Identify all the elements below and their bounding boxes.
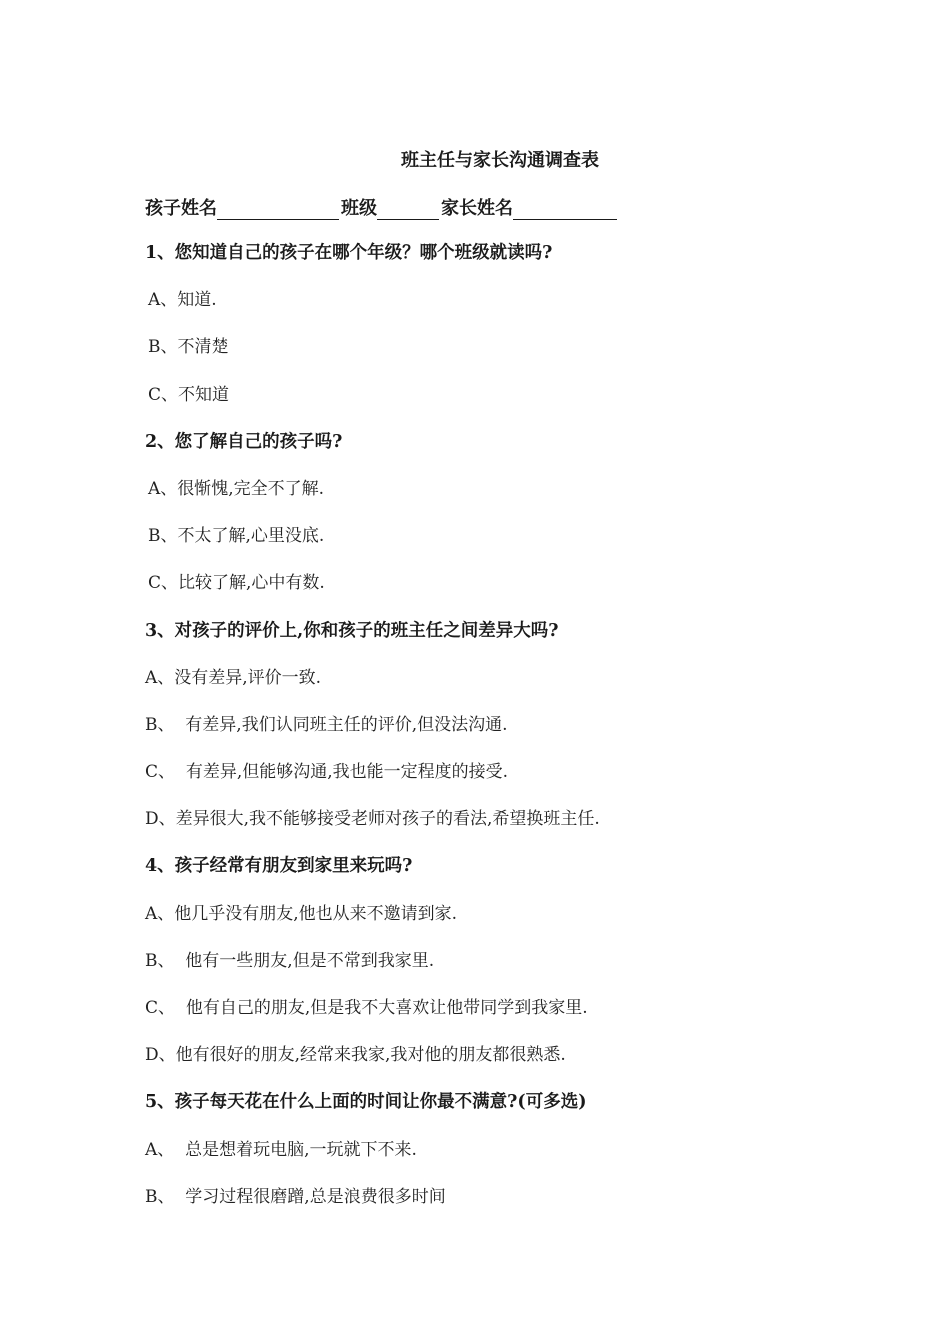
- question-list: [145, 241, 865, 1232]
- info-line: [145, 194, 619, 220]
- page-title: 班主任与家长沟通调查表: [401, 150, 599, 171]
- question-1: 1、您知道自己的孩子在哪个年级？哪个班级就读吗?: [145, 243, 553, 263]
- q3-option-a: A、没有差异,评价一致.: [145, 667, 322, 688]
- q4-option-a: A、他几乎没有朋友,他也从来不邀请到家.: [145, 903, 458, 924]
- q2-option-a: A、很惭愧,完全不了解.: [148, 478, 325, 499]
- question-2: 2、您了解自己的孩子吗?: [145, 431, 343, 452]
- q2-option-c: C、比较了解,心中有数.: [148, 573, 325, 594]
- q5-option-a: A、 总是想着玩电脑,一玩就下不来.: [145, 1139, 417, 1160]
- q4-option-d: D、他有很好的朋友,经常来我家,我对他的朋友都很熟悉.: [145, 1045, 566, 1066]
- q4-option-b: B、 他有一些朋友,但是不常到我家里.: [145, 950, 435, 971]
- parent-name-blank: [513, 201, 617, 220]
- q3-option-b: B、 有差异,我们认同班主任的评价,但没法沟通.: [145, 714, 508, 735]
- q2-option-b: B、不太了解,心里没底.: [148, 526, 325, 547]
- q1-option-c: C、不知道: [148, 384, 230, 405]
- q5-option-b: B、 学习过程很磨蹭,总是浪费很多时间: [145, 1186, 446, 1207]
- question-5: 5、孩子每天花在什么上面的时间让你最不满意?(可多选): [145, 1092, 587, 1113]
- class-blank: [377, 201, 439, 220]
- q1-option-a: A、知道.: [148, 290, 217, 311]
- child-name-label: 孩子姓名: [145, 198, 217, 219]
- q1-option-b: B、不清楚: [148, 337, 229, 358]
- child-name-blank: [217, 201, 339, 220]
- question-4: 4、孩子经常有朋友到家里来玩吗?: [145, 856, 413, 877]
- class-label: 班级: [341, 198, 377, 219]
- q3-option-d: D、差异很大,我不能够接受老师对孩子的看法,希望换班主任.: [145, 809, 600, 830]
- question-3: 3、对孩子的评价上,你和孩子的班主任之间差异大吗?: [145, 620, 559, 641]
- parent-name-label: 家长姓名: [441, 198, 513, 219]
- q4-option-c: C、 他有自己的朋友,但是我不大喜欢让他带同学到我家里.: [145, 998, 588, 1018]
- q3-option-c: C、 有差异,但能够沟通,我也能一定程度的接受.: [145, 762, 509, 783]
